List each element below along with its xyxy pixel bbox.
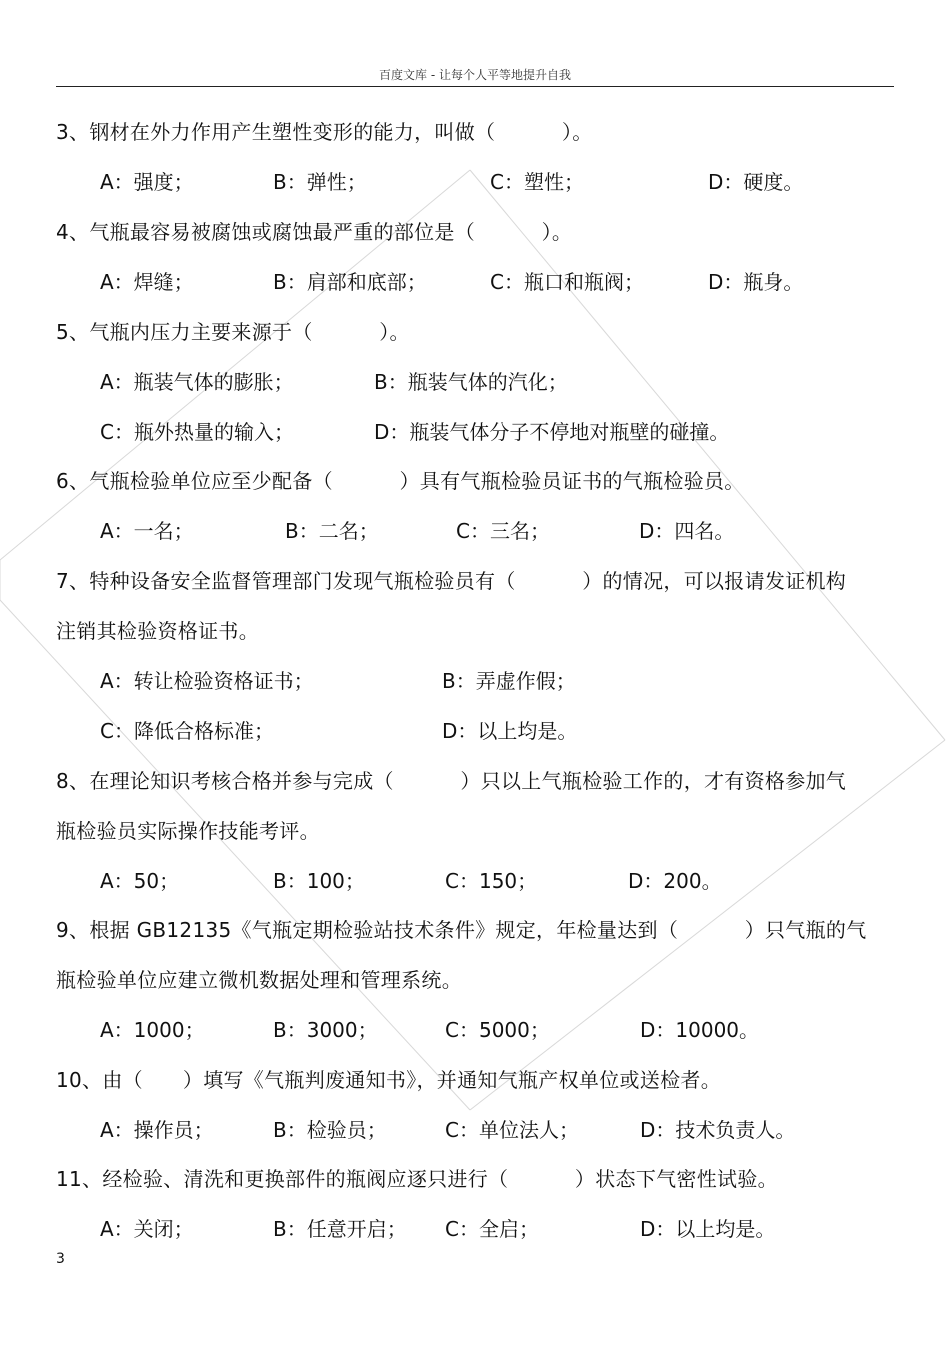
question-8-text-line-1: 8、在理论知识考核合格并参与完成（ ）只以上气瓶检验工作的，才有资格参加气 — [56, 769, 847, 793]
question-7-option-a: A：转让检验资格证书； — [100, 669, 314, 693]
question-6-option-c: C：三名； — [456, 519, 550, 543]
question-9-option-c: C：5000； — [445, 1018, 550, 1042]
question-7-option-b: B：弄虚作假； — [442, 669, 576, 693]
question-10-text: 10、由（ ）填写《气瓶判废通知书》，并通知气瓶产权单位或送检者。 — [56, 1068, 721, 1092]
page-header: 百度文库 - 让每个人平等地提升自我 — [56, 66, 894, 87]
question-5-option-b: B：瓶装气体的汽化； — [374, 370, 568, 394]
question-7-option-d: D：以上均是。 — [442, 719, 578, 743]
question-4-text: 4、气瓶最容易被腐蚀或腐蚀最严重的部位是（ ）。 — [56, 220, 573, 244]
question-3-option-d: D：硬度。 — [708, 170, 804, 194]
question-7-option-c: C：降低合格标准； — [100, 719, 274, 743]
question-8-option-d: D：200。 — [628, 869, 722, 893]
question-9-text-line-2: 瓶检验单位应建立微机数据处理和管理系统。 — [56, 968, 462, 992]
question-11-option-c: C：全启； — [445, 1217, 539, 1241]
question-11-option-a: A：关闭； — [100, 1217, 194, 1241]
question-11-option-b: B：任意开启； — [273, 1217, 407, 1241]
question-9-text-line-1: 9、根据 GB12135《气瓶定期检验站技术条件》规定，年检量达到（ ）只气瓶的气 — [56, 918, 867, 942]
question-5-option-c: C：瓶外热量的输入； — [100, 420, 294, 444]
question-6-option-d: D：四名。 — [639, 519, 735, 543]
question-7-text-line-1: 7、特种设备安全监督管理部门发现气瓶检验员有（ ）的情况，可以报请发证机构 — [56, 569, 847, 593]
question-10-option-d: D：技术负责人。 — [640, 1118, 796, 1142]
question-10-option-b: B：检验员； — [273, 1118, 387, 1142]
question-6-option-b: B：二名； — [285, 519, 379, 543]
question-4-option-c: C：瓶口和瓶阀； — [490, 270, 644, 294]
question-9-option-b: B：3000； — [273, 1018, 378, 1042]
question-4-option-a: A：焊缝； — [100, 270, 194, 294]
question-3-option-b: B：弹性； — [273, 170, 367, 194]
question-8-option-a: A：50； — [100, 869, 180, 893]
question-5-text: 5、气瓶内压力主要来源于（ ）。 — [56, 320, 410, 344]
page-number: 3 — [56, 1251, 65, 1267]
question-8-text-line-2: 瓶检验员实际操作技能考评。 — [56, 819, 320, 843]
question-10-option-c: C：单位法人； — [445, 1118, 579, 1142]
question-7-text-line-2: 注销其检验资格证书。 — [56, 619, 259, 643]
question-11-text: 11、经检验、清洗和更换部件的瓶阀应逐只进行（ ）状态下气密性试验。 — [56, 1167, 778, 1191]
question-6-text: 6、气瓶检验单位应至少配备（ ）具有气瓶检验员证书的气瓶检验员。 — [56, 469, 745, 493]
question-3-option-a: A：强度； — [100, 170, 194, 194]
question-8-option-b: B：100； — [273, 869, 365, 893]
question-4-option-b: B：肩部和底部； — [273, 270, 427, 294]
question-5-option-a: A：瓶装气体的膨胀； — [100, 370, 294, 394]
question-9-option-a: A：1000； — [100, 1018, 205, 1042]
question-5-option-d: D：瓶装气体分子不停地对瓶壁的碰撞。 — [374, 420, 730, 444]
question-3-option-c: C：塑性； — [490, 170, 584, 194]
question-11-option-d: D：以上均是。 — [640, 1217, 776, 1241]
question-3-text: 3、钢材在外力作用产生塑性变形的能力，叫做（ ）。 — [56, 120, 593, 144]
question-9-option-d: D：10000。 — [640, 1018, 760, 1042]
question-8-option-c: C：150； — [445, 869, 538, 893]
question-6-option-a: A：一名； — [100, 519, 194, 543]
question-4-option-d: D：瓶身。 — [708, 270, 804, 294]
question-10-option-a: A：操作员； — [100, 1118, 214, 1142]
